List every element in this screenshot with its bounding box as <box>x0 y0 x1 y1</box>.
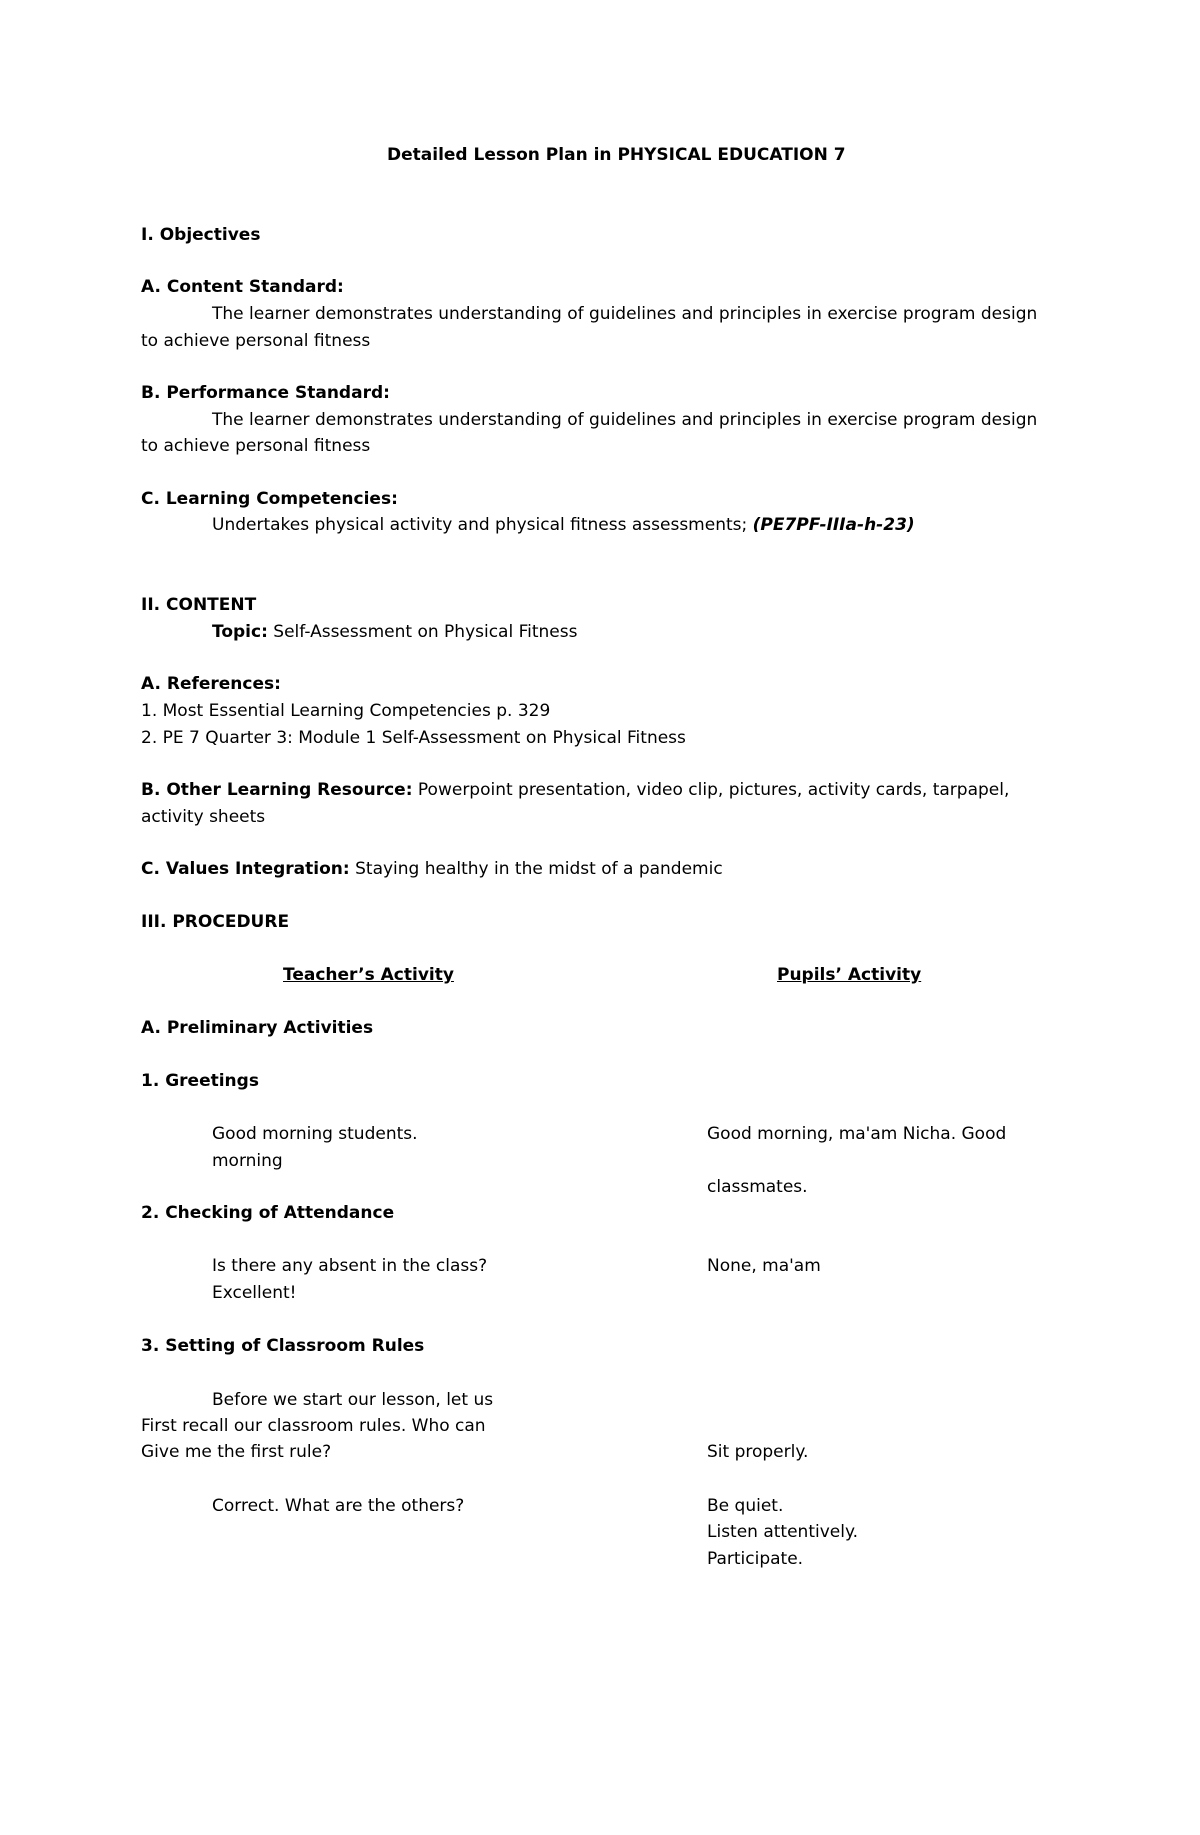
preliminary-activities-label: A. Preliminary Activities <box>141 1018 374 1038</box>
topic-line <box>212 621 577 643</box>
content-heading: II. CONTENT <box>141 595 257 615</box>
content-standard-label: A. Content Standard: <box>141 277 344 297</box>
values-integration-value: Staying healthy in the midst of a pandemic <box>349 859 723 879</box>
teacher-rules-line4: Correct. What are the others? <box>212 1496 465 1516</box>
teacher-greeting-line1: Good morning students. <box>212 1124 418 1144</box>
performance-standard-text-line2: to achieve personal fitness <box>141 436 371 456</box>
objectives-heading: I. Objectives <box>141 225 261 245</box>
procedure-heading: III. PROCEDURE <box>141 912 290 932</box>
teacher-rules-line2: First recall our classroom rules. Who can <box>141 1416 486 1436</box>
page-title: Detailed Lesson Plan in PHYSICAL EDUCATION 7 <box>387 145 846 165</box>
classroom-rules-label: 3. Setting of Classroom Rules <box>141 1336 425 1356</box>
other-resources-label: B. Other Learning Resource: <box>141 780 413 800</box>
topic-label: Topic: <box>212 622 268 642</box>
learning-competencies-description: Undertakes physical activity and physical fitness assessments; <box>212 515 753 535</box>
teacher-attendance-line2: Excellent! <box>212 1283 297 1303</box>
greetings-label: 1. Greetings <box>141 1071 259 1091</box>
teacher-rules-line3: Give me the first rule? <box>141 1442 332 1462</box>
attendance-label: 2. Checking of Attendance <box>141 1203 395 1223</box>
other-resources-line1 <box>141 779 1009 801</box>
pupils-activity-header: Pupils’ Activity <box>777 965 922 985</box>
topic-value: Self-Assessment on Physical Fitness <box>267 622 578 642</box>
pupil-rules-line1: Sit properly. <box>707 1442 809 1462</box>
pupil-rules-line4: Participate. <box>707 1549 804 1569</box>
teacher-rules-line1: Before we start our lesson, let us <box>212 1390 494 1410</box>
teacher-attendance-line1: Is there any absent in the class? <box>212 1256 488 1276</box>
learning-competencies-label: C. Learning Competencies: <box>141 489 398 509</box>
content-standard-text-line2: to achieve personal fitness <box>141 331 371 351</box>
learning-competencies-text <box>212 514 915 536</box>
performance-standard-text-line1: The learner demonstrates understanding of guidelines and principles in exercise program design <box>212 410 1038 430</box>
pupil-rules-line2: Be quiet. <box>707 1496 784 1516</box>
pupil-greeting-line1: Good morning, ma'am Nicha. Good <box>707 1124 1007 1144</box>
pupil-attendance-line1: None, ma'am <box>707 1256 821 1276</box>
pupil-greeting-line2: classmates. <box>707 1177 808 1197</box>
performance-standard-label: B. Performance Standard: <box>141 383 390 403</box>
content-standard-text-line1: The learner demonstrates understanding of guidelines and principles in exercise program design <box>212 304 1038 324</box>
other-resources-value: Powerpoint presentation, video clip, pictures, activity cards, tarpapel, <box>412 780 1010 800</box>
reference-item-1: 1. Most Essential Learning Competencies p. 329 <box>141 701 551 721</box>
values-integration-label: C. Values Integration: <box>141 859 350 879</box>
references-label: A. References: <box>141 674 281 694</box>
reference-item-2: 2. PE 7 Quarter 3: Module 1 Self-Assessment on Physical Fitness <box>141 728 686 748</box>
pupil-rules-line3: Listen attentively. <box>707 1522 859 1542</box>
competency-code: (PE7PF-IIIa-h-23) <box>752 515 915 535</box>
other-resources-line2: activity sheets <box>141 807 266 827</box>
teacher-activity-header: Teacher’s Activity <box>283 965 454 985</box>
values-integration-line <box>141 858 723 880</box>
teacher-greeting-line2: morning <box>212 1151 283 1171</box>
